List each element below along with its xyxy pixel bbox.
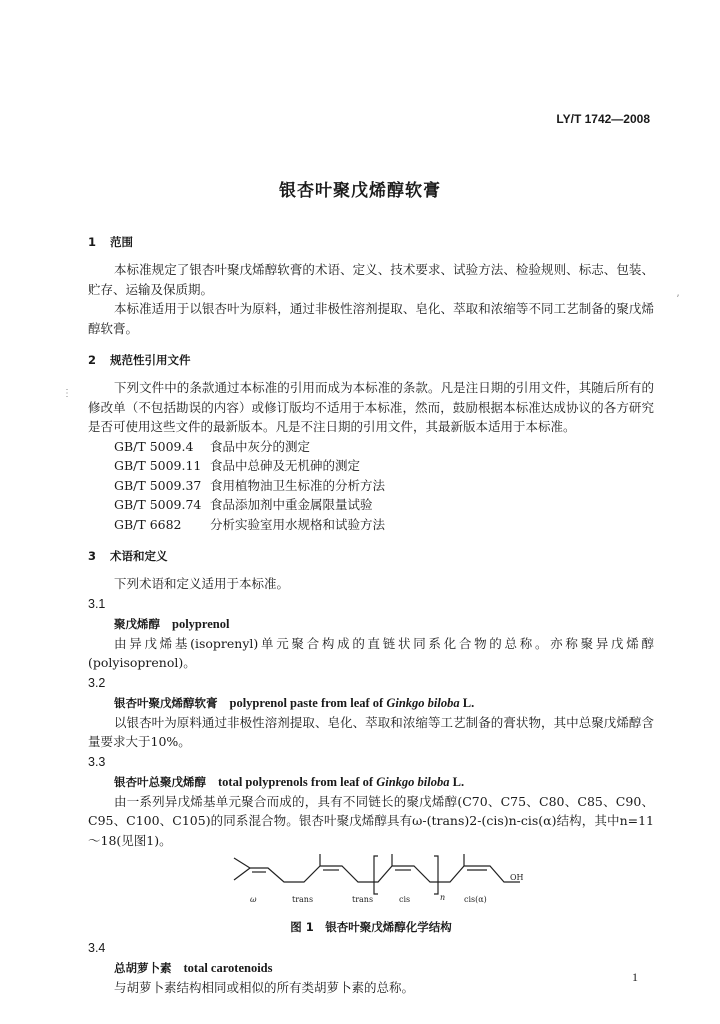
label-trans-1: trans xyxy=(292,895,314,904)
term-definition: 由一系列异戊烯基单元聚合而成的，具有不同链长的聚戊烯醇(C70、C75、C80、C85、C90、C95、C100、C105)的同系混合物。银杏叶聚戊烯醇具有ω-(trans)2-(cis)n-cis(α)结构，其中n=11～18(见图1)。 xyxy=(88,793,654,848)
section-number: 3 xyxy=(88,549,97,563)
page-number: 1 xyxy=(632,970,638,984)
term-zh: 银杏叶总聚戊烯醇 xyxy=(114,774,206,789)
reference-title: 食用植物油卫生标准的分析方法 xyxy=(210,477,386,493)
carbon-chain xyxy=(234,858,250,880)
term-en: total carotenoids xyxy=(183,961,273,975)
terms-intro: 下列术语和定义适用于本标准。 xyxy=(114,576,290,591)
reference-item xyxy=(88,437,654,457)
term-number: 3.4 xyxy=(88,941,106,955)
reference-item xyxy=(88,515,654,535)
reference-title: 食品中总砷及无机砷的测定 xyxy=(210,458,361,473)
term-en: polyprenol paste from leaf of Ginkgo biloba L. xyxy=(229,695,475,710)
repeat-bracket xyxy=(434,856,438,894)
term-number: 3.2 xyxy=(88,675,106,690)
section-title: 规范性引用文件 xyxy=(110,353,191,367)
reference-title: 分析实验室用水规格和试验方法 xyxy=(210,516,386,532)
term-number: 3.3 xyxy=(88,754,106,769)
label-cis-alpha: cis(α) xyxy=(464,895,487,904)
reference-code: GB/T 5009.37 xyxy=(114,477,202,493)
term-definition: 由异戊烯基(isoprenyl)单元聚合构成的直链状同系化合物的总称。亦称聚异戊烯醇(polyisoprenol)。 xyxy=(88,635,654,670)
reference-code: GB/T 5009.4 xyxy=(114,438,194,454)
section-number: 2 xyxy=(88,353,97,367)
term-definition: 以银杏叶为原料通过非极性溶剂提取、皂化、萃取和浓缩等工艺制备的膏状物，其中总聚戊烯醇含量要求大于10%。 xyxy=(88,714,654,749)
reference-code: GB/T 6682 xyxy=(114,516,182,532)
label-oh: OH xyxy=(510,873,524,882)
term-en: total polyprenols from leaf of Ginkgo biloba L. xyxy=(218,774,465,789)
term-heading xyxy=(88,614,654,634)
section-number: 1 xyxy=(88,235,97,249)
term-heading xyxy=(88,693,654,713)
term-number: 3.1 xyxy=(88,596,106,611)
reference-code: GB/T 5009.11 xyxy=(114,458,202,473)
margin-mark: ʼ xyxy=(676,294,680,305)
term-zh: 聚戊烯醇 xyxy=(114,616,160,631)
section-title: 术语和定义 xyxy=(110,549,168,563)
term-heading xyxy=(88,958,654,978)
label-cis: cis xyxy=(399,895,411,904)
term-zh: 总胡萝卜素 xyxy=(114,961,172,975)
polyprenol-structure-diagram xyxy=(228,854,528,914)
margin-mark: ⋮ xyxy=(62,388,72,399)
figure-caption: 图 1 银杏叶聚戊烯醇化学结构 xyxy=(290,920,452,934)
references-paragraph: 下列文件中的条款通过本标准的引用而成为本标准的条款。凡是注日期的引用文件，其随后所有的修改单（不包括勘误的内容）或修订版均不适用于本标准，然而，鼓励根据本标准达成协议的各方研究是否可使用这些文件的最新版本。凡是不注日期的引用文件，其最新版本适用于本标准。 xyxy=(88,380,654,434)
scope-paragraph-2: 本标准适用于以银杏叶为原料，通过非极性溶剂提取、皂化、萃取和浓缩等不同工艺制备的聚戊烯醇软膏。 xyxy=(88,301,654,336)
section-2-heading xyxy=(88,350,654,370)
reference-title: 食品添加剂中重金属限量试验 xyxy=(210,497,373,512)
term-zh: 银杏叶聚戊烯醇软膏 xyxy=(114,695,218,710)
label-n: n xyxy=(440,893,446,902)
term-en: polyprenol xyxy=(172,616,230,631)
section-3-heading xyxy=(88,546,654,566)
reference-item xyxy=(88,495,654,515)
document-body xyxy=(88,232,654,998)
label-trans-2: trans xyxy=(352,895,374,904)
document-title: 银杏叶聚戊烯醇软膏 xyxy=(279,181,441,201)
term-definition: 与胡萝卜素结构相同或相似的所有类胡萝卜素的总称。 xyxy=(114,980,415,995)
label-omega: ω xyxy=(250,895,257,904)
repeat-bracket xyxy=(374,856,378,894)
reference-item xyxy=(88,476,654,496)
structure-figure xyxy=(88,854,654,916)
section-title: 范围 xyxy=(110,235,133,249)
reference-title: 食品中灰分的测定 xyxy=(210,438,311,454)
reference-item xyxy=(88,456,654,476)
reference-code: GB/T 5009.74 xyxy=(114,497,202,512)
standard-code: LY/T 1742—2008 xyxy=(556,112,650,126)
carbon-chain xyxy=(250,866,520,882)
scope-paragraph-1: 本标准规定了银杏叶聚戊烯醇软膏的术语、定义、技术要求、试验方法、检验规则、标志、包装、贮存、运输及保质期。 xyxy=(88,262,654,297)
section-1-heading xyxy=(88,232,654,252)
term-heading xyxy=(88,772,654,792)
